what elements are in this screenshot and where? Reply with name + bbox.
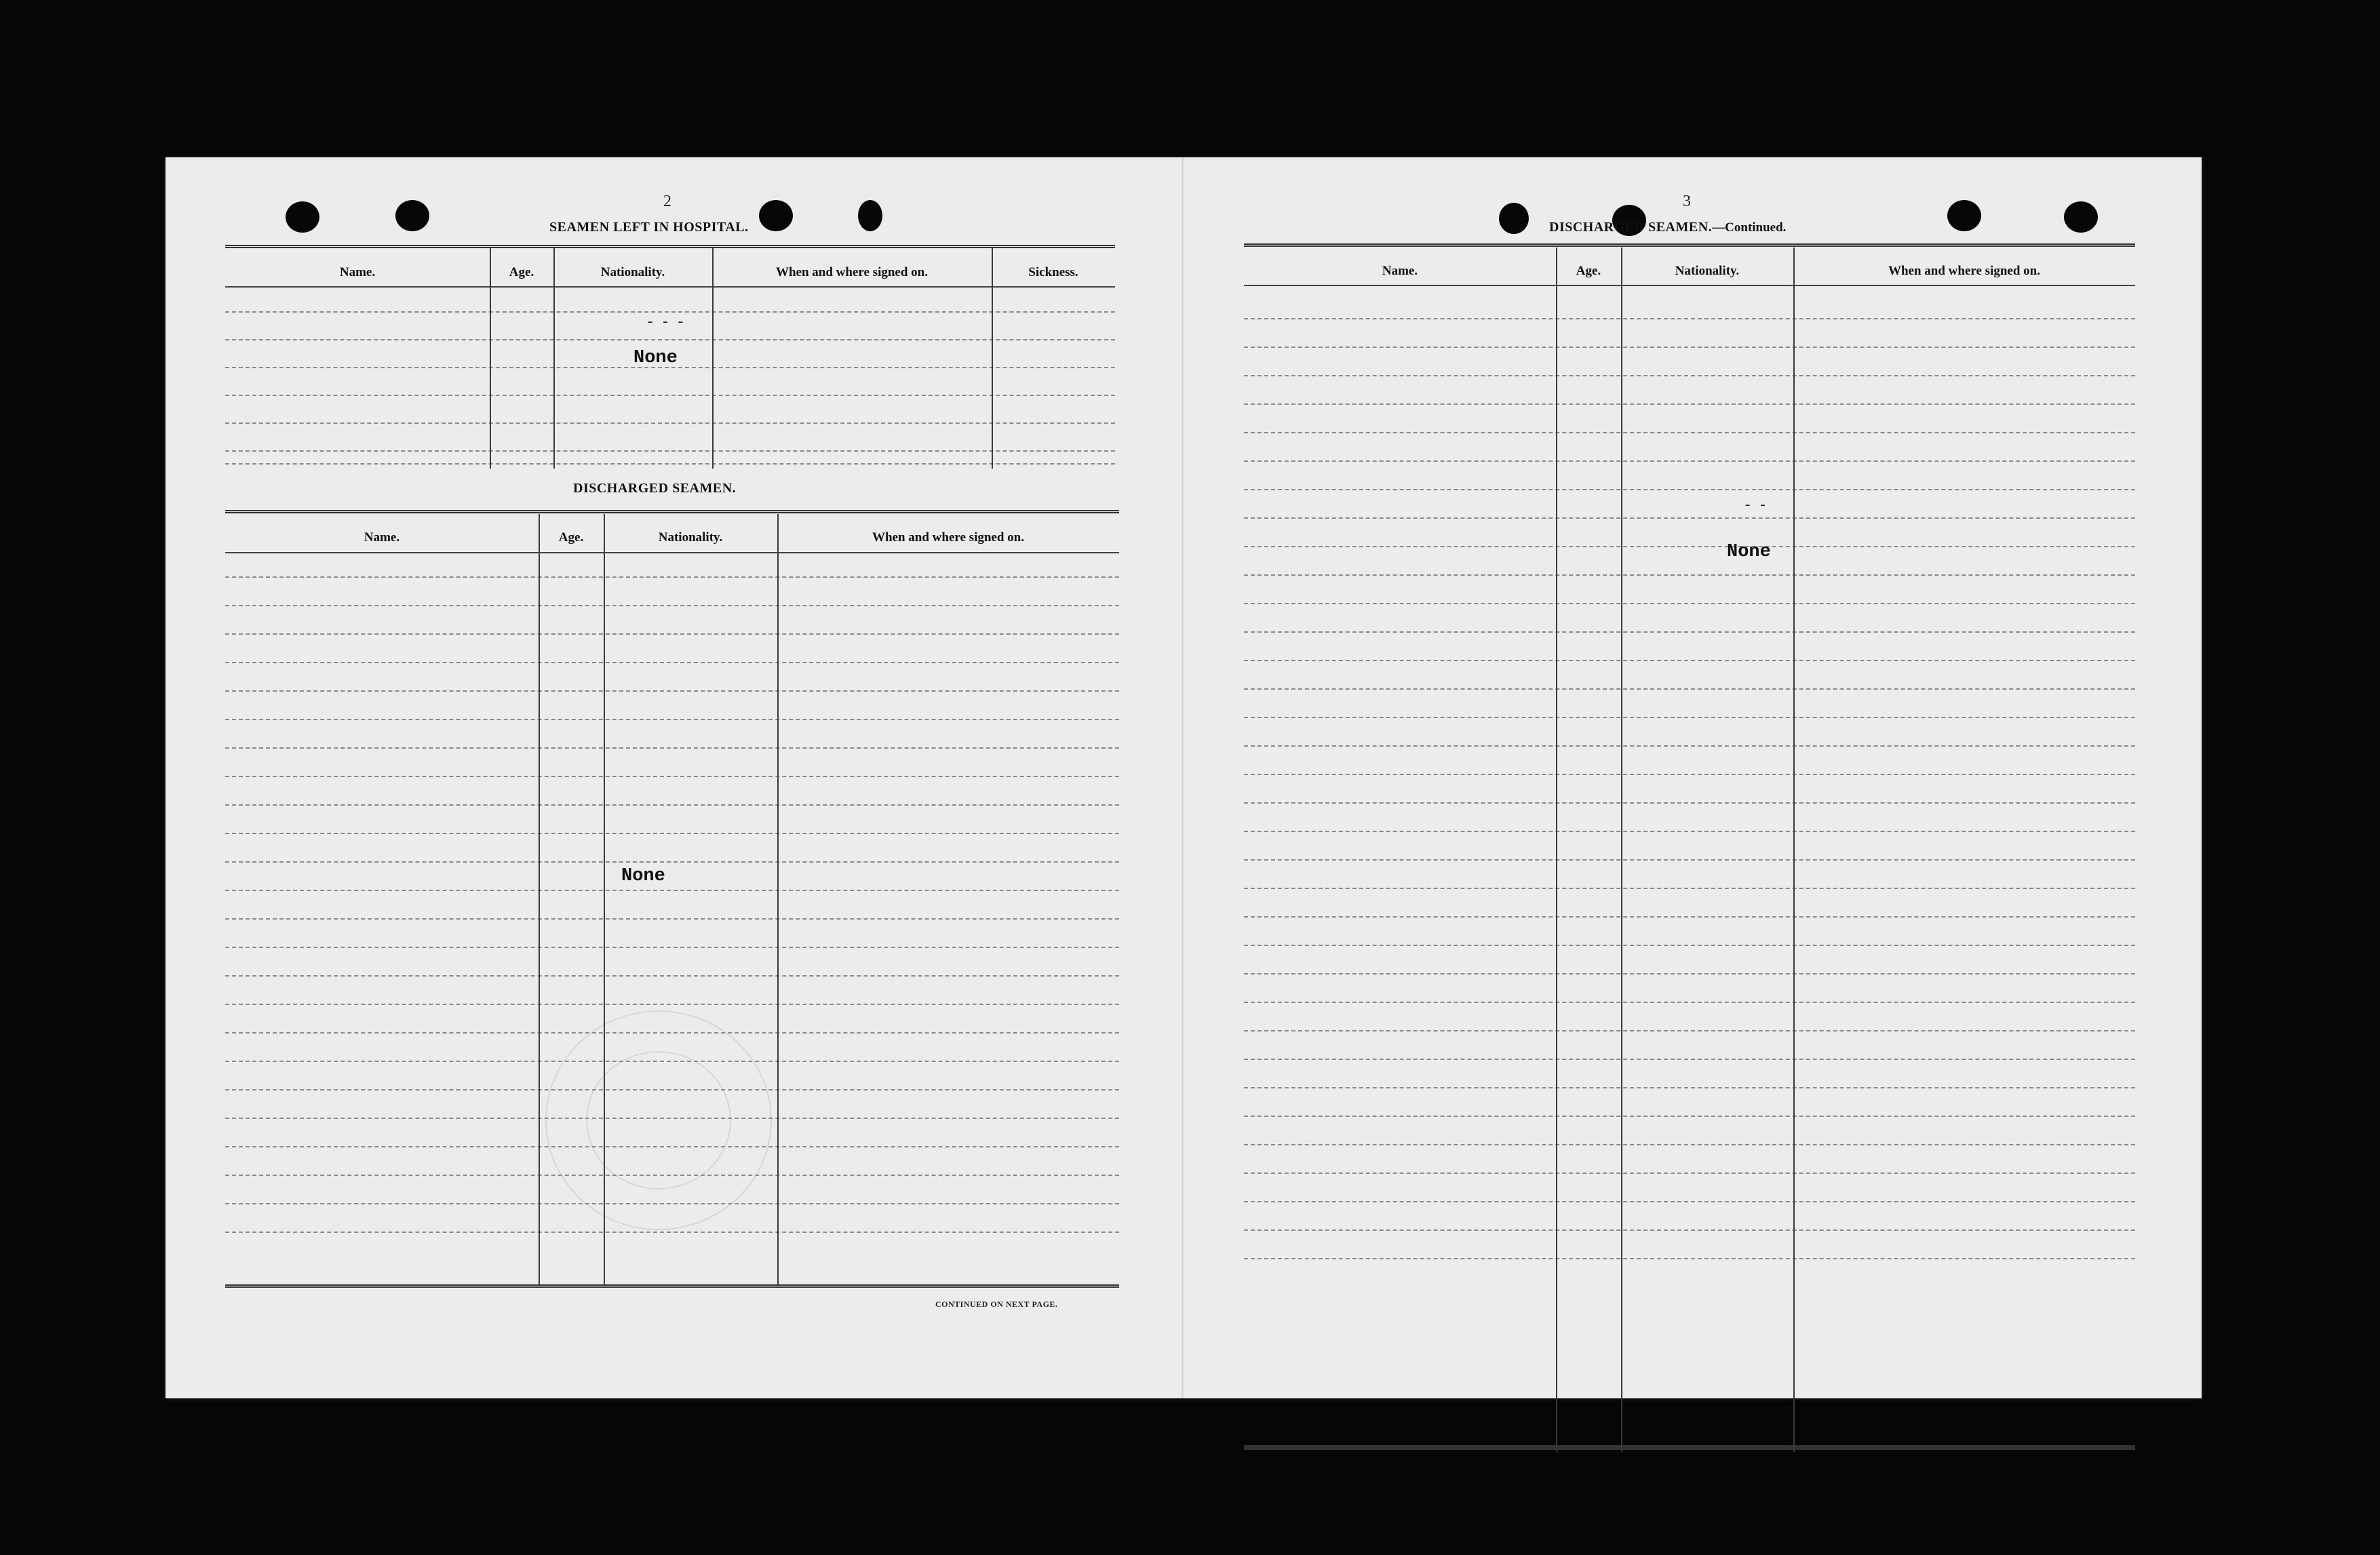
row-rule (1244, 1201, 2135, 1202)
table-top-rule (225, 245, 1115, 248)
row-rule (1244, 460, 2135, 462)
row-rule (225, 1061, 1119, 1062)
row-rule (1244, 1258, 2135, 1259)
column-header-nationality: Nationality. (658, 530, 723, 545)
column-header-nationality: Nationality. (1675, 264, 1740, 278)
row-rule (225, 339, 1115, 340)
column-divider (992, 248, 993, 469)
row-rule (225, 1118, 1119, 1119)
discharged-table-right (1244, 243, 2135, 1301)
punch-hole (1499, 203, 1529, 234)
column-divider (1556, 248, 1557, 1452)
row-rule (225, 395, 1115, 396)
row-rule (1244, 403, 2135, 405)
row-rule (1244, 432, 2135, 433)
row-rule (225, 1032, 1119, 1034)
row-rule (225, 804, 1119, 806)
section-title-hospital: SEAMEN LEFT IN HOSPITAL. (549, 220, 749, 235)
row-rule (225, 422, 1115, 424)
row-rule (225, 1089, 1119, 1090)
row-rule (1244, 688, 2135, 690)
table-top-rule (1244, 243, 2135, 247)
row-rule (225, 662, 1119, 663)
typed-dash-mark: - - (1743, 497, 1766, 514)
column-header-name: Name. (339, 265, 376, 279)
column-header-age: Age. (509, 265, 534, 279)
row-rule (1244, 859, 2135, 861)
row-rule (1244, 802, 2135, 804)
column-divider (1793, 248, 1795, 1452)
row-rule (1244, 1144, 2135, 1145)
continued-note: CONTINUED ON NEXT PAGE. (935, 1299, 1058, 1309)
punch-hole (286, 201, 319, 233)
row-rule (225, 690, 1119, 692)
row-rule (1244, 973, 2135, 975)
column-header-nationality: Nationality. (600, 265, 665, 279)
row-rule (225, 833, 1119, 834)
row-rule (225, 576, 1119, 578)
column-divider (1621, 248, 1622, 1452)
row-rule (1244, 660, 2135, 661)
row-rule (225, 947, 1119, 948)
row-rule (1244, 1116, 2135, 1117)
row-rule (225, 776, 1119, 777)
row-rule (1244, 347, 2135, 348)
row-rule (225, 719, 1119, 720)
discharged-table-left (225, 510, 1119, 1290)
row-rule (225, 975, 1119, 977)
row-rule (225, 1004, 1119, 1005)
row-rule (225, 450, 1115, 452)
column-header-age: Age. (558, 530, 584, 545)
row-rule (225, 1203, 1119, 1204)
column-divider (553, 248, 555, 469)
row-rule (1244, 1059, 2135, 1060)
column-divider (777, 514, 779, 1284)
typed-dash-mark: - - - (646, 314, 684, 331)
column-divider (539, 514, 540, 1284)
row-rule (1244, 1229, 2135, 1231)
row-rule (225, 1175, 1119, 1176)
row-rule (1244, 517, 2135, 519)
row-rule (225, 633, 1119, 635)
page-fold (1182, 157, 1184, 1398)
header-rule (225, 286, 1115, 288)
page-number: 2 (663, 193, 671, 210)
row-rule (225, 918, 1119, 920)
table-bottom-rule (1244, 1445, 2135, 1449)
row-rule (1244, 888, 2135, 889)
typed-entry-none: None (1727, 542, 1771, 562)
row-rule (1244, 745, 2135, 747)
row-rule (1244, 603, 2135, 604)
column-header-name: Name. (364, 530, 400, 545)
column-header-sickness: Sickness. (1028, 265, 1078, 279)
row-rule (1244, 631, 2135, 633)
row-rule (1244, 831, 2135, 832)
table-bottom-rule (225, 1284, 1119, 1288)
row-rule (225, 463, 1115, 465)
header-rule (1244, 285, 2135, 286)
row-rule (1244, 1030, 2135, 1031)
row-rule (225, 1146, 1119, 1147)
column-divider (604, 514, 605, 1284)
column-divider (490, 248, 491, 469)
section-title-suffix: —Continued. (1712, 220, 1787, 235)
row-rule (225, 311, 1115, 313)
column-divider (712, 248, 714, 469)
row-rule (225, 1232, 1119, 1233)
punch-hole (858, 200, 882, 231)
row-rule (1244, 1173, 2135, 1174)
punch-hole (1947, 200, 1981, 231)
section-title-text: DISCHARGED SEAMEN. (1549, 220, 1713, 235)
row-rule (1244, 1002, 2135, 1003)
typed-entry-none: None (621, 866, 665, 886)
column-header-name: Name. (1382, 264, 1418, 278)
punch-hole (759, 200, 793, 231)
column-header-age: Age. (1576, 264, 1601, 278)
column-header-signed-on: When and where signed on. (1888, 264, 2040, 278)
row-rule (1244, 717, 2135, 718)
row-rule (225, 605, 1119, 606)
row-rule (1244, 774, 2135, 775)
column-header-signed-on: When and where signed on. (775, 265, 928, 279)
page-number: 3 (1683, 193, 1691, 210)
punch-hole (395, 200, 429, 231)
row-rule (1244, 375, 2135, 376)
row-rule (1244, 574, 2135, 576)
row-rule (1244, 546, 2135, 547)
punch-hole (2064, 201, 2098, 233)
section-title-discharged-continued (1549, 220, 1786, 235)
row-rule (1244, 489, 2135, 490)
typed-entry-none: None (633, 348, 678, 368)
row-rule (1244, 945, 2135, 946)
row-rule (225, 747, 1119, 749)
column-header-signed-on: When and where signed on. (872, 530, 1024, 545)
row-rule (1244, 916, 2135, 918)
row-rule (225, 861, 1119, 863)
form-sheet (165, 157, 2202, 1398)
section-title-discharged: DISCHARGED SEAMEN. (573, 481, 737, 496)
row-rule (225, 890, 1119, 891)
header-rule (225, 552, 1119, 553)
row-rule (1244, 318, 2135, 319)
table-top-rule (225, 510, 1119, 513)
row-rule (1244, 1087, 2135, 1088)
